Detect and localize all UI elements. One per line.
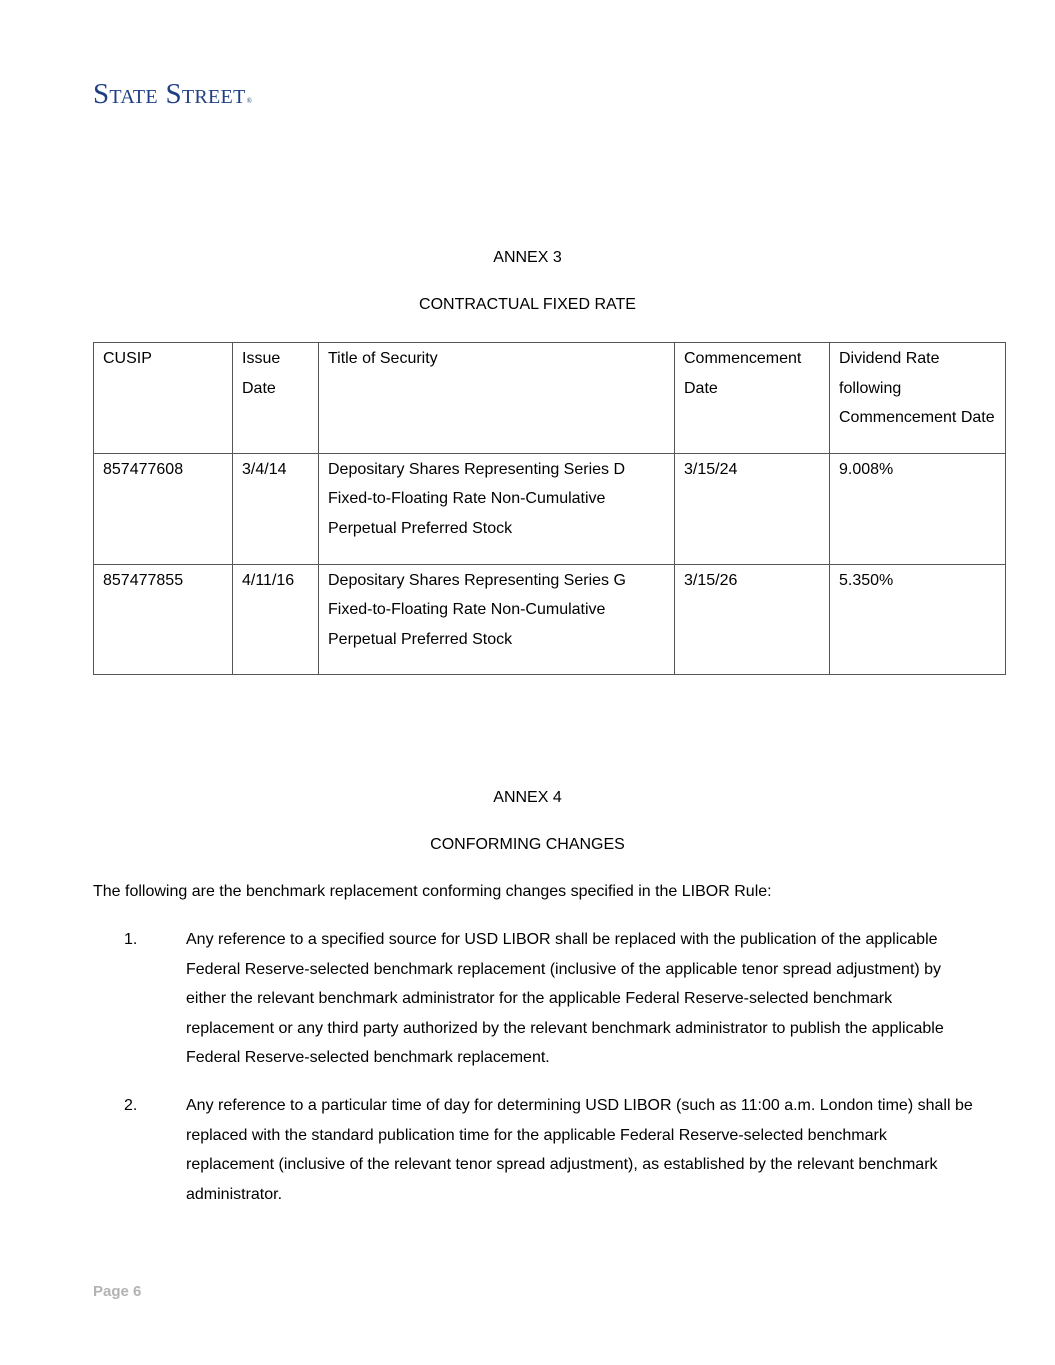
annex4-intro: The following are the benchmark replacement conforming changes specified in the LIBOR Rule: (93, 883, 772, 900)
table-header-row (94, 343, 1006, 454)
list-item-number: 2. (124, 1097, 138, 1114)
cell-commencement-date: 3/15/26 (675, 564, 830, 675)
header-commencement-date: Commencement Date (675, 343, 830, 454)
cell-dividend-rate: 9.008% (830, 453, 1006, 564)
list-item-text: Any reference to a specified source for USD LIBOR shall be replaced with the publication of the applicable Federal Reserve-selected benchmark replacement (inclusive of the applicable tenor spread adjustment) by either the relevant benchmark administrator for the applicable Federal Reserve-selected benchmark replacement or any third party authorized by the relevant benchmark administrator to publish the applicable Federal Reserve-selected benchmark replacement. (186, 931, 944, 1067)
list-item (93, 1091, 973, 1209)
cell-issue-date: 3/4/14 (233, 453, 319, 564)
list-item-number: 1. (124, 931, 138, 948)
header-cusip: CUSIP (94, 343, 233, 454)
header-dividend-rate: Dividend Rate following Commencement Date (830, 343, 1006, 454)
header-issue-date: Issue Date (233, 343, 319, 454)
list-item-text: Any reference to a particular time of day for determining USD LIBOR (such as 11:00 a.m. London time) shall be replaced with the standard publication time for the applicable Federal Reserve-selected benchmark replacement (inclusive of the relevant tenor spread adjustment), as established by the relevant benchmark administrator. (186, 1097, 973, 1203)
cell-commencement-date: 3/15/24 (675, 453, 830, 564)
table-row (94, 453, 1006, 564)
table-row (94, 564, 1006, 675)
cell-cusip: 857477855 (94, 564, 233, 675)
cell-dividend-rate: 5.350% (830, 564, 1006, 675)
list-item (93, 925, 973, 1073)
state-street-logo (93, 78, 252, 117)
fixed-rate-table (93, 342, 1006, 675)
cell-title-of-security: Depositary Shares Representing Series D Fixed-to-Floating Rate Non-Cumulative Perpetual Preferred Stock (319, 453, 675, 564)
logo-text: State Street (93, 78, 246, 110)
cell-cusip: 857477608 (94, 453, 233, 564)
annex4-title: ANNEX 4 (493, 789, 562, 806)
cell-issue-date: 4/11/16 (233, 564, 319, 675)
annex3-subtitle: CONTRACTUAL FIXED RATE (419, 296, 636, 313)
header-title-of-security: Title of Security (319, 343, 675, 454)
annex4-subtitle: CONFORMING CHANGES (430, 836, 625, 853)
annex3-title: ANNEX 3 (493, 249, 562, 266)
cell-title-of-security: Depositary Shares Representing Series G Fixed-to-Floating Rate Non-Cumulative Perpetual Preferred Stock (319, 564, 675, 675)
logo-registered-mark: ® (246, 97, 253, 105)
page-number: Page 6 (93, 1283, 142, 1300)
